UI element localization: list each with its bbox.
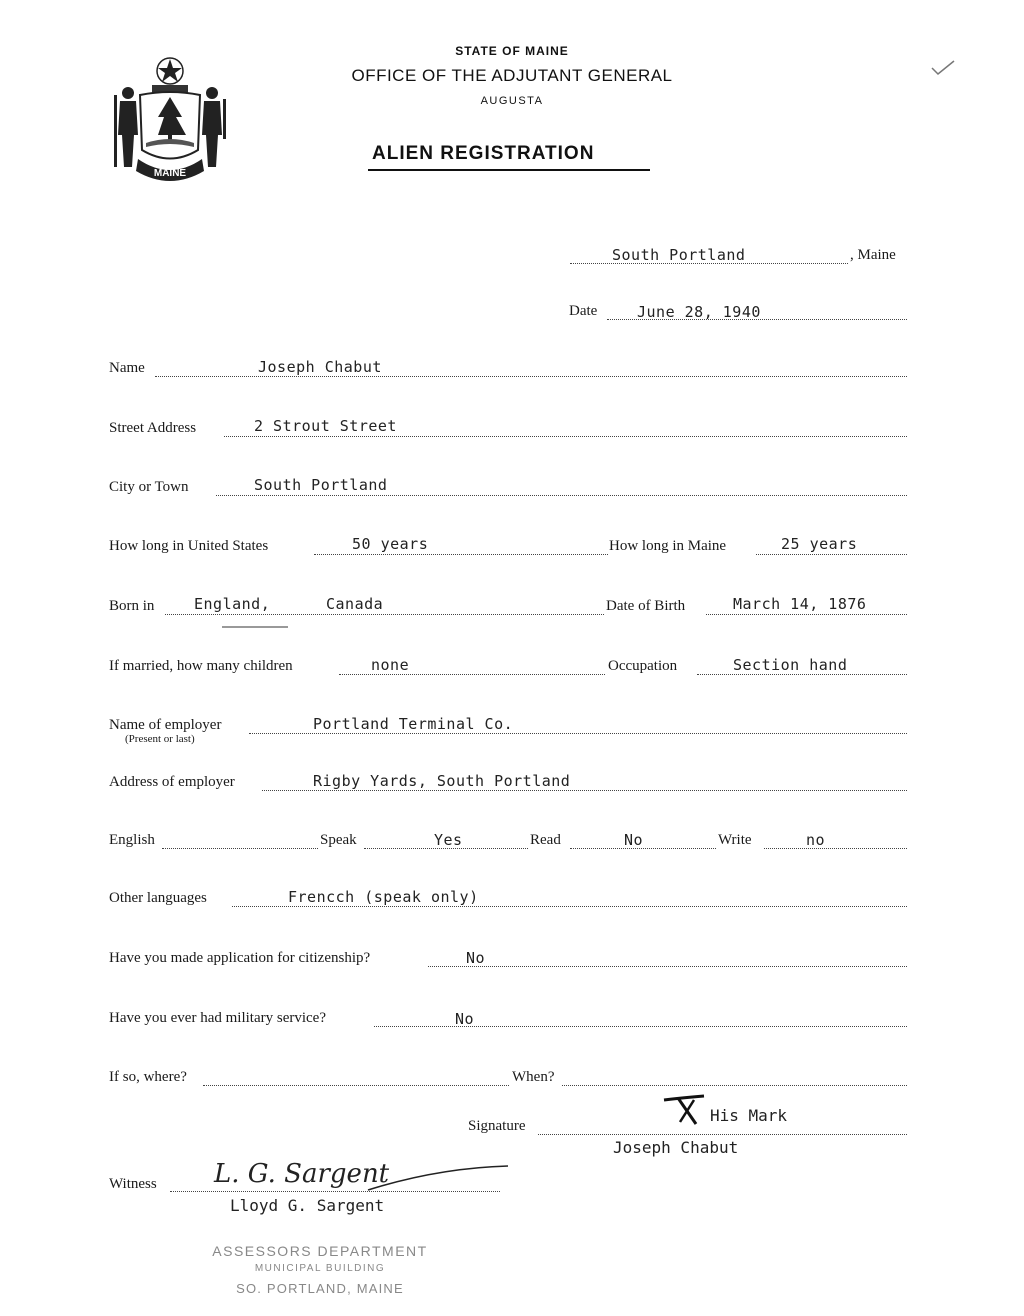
employer-address-value: Rigby Yards, South Portland xyxy=(313,772,571,790)
city-label: City or Town xyxy=(109,479,189,495)
where-label: If so, where? xyxy=(109,1069,187,1085)
employer-value: Portland Terminal Co. xyxy=(313,715,514,733)
occupation-value: Section hand xyxy=(733,656,848,674)
other-languages-line xyxy=(232,906,907,907)
employer-label: Name of employer xyxy=(109,717,222,733)
children-value: none xyxy=(371,656,410,674)
stamp-line-1: ASSESSORS DEPARTMENT xyxy=(212,1243,428,1259)
header-office: OFFICE OF THE ADJUTANT GENERAL xyxy=(351,66,673,85)
signature-line xyxy=(538,1134,907,1135)
citizenship-label: Have you made application for citizenship? xyxy=(109,950,371,966)
military-label: Have you ever had military service? xyxy=(109,1010,326,1026)
name-label: Name xyxy=(109,360,145,376)
where-line xyxy=(203,1085,509,1086)
english-line xyxy=(162,848,318,849)
born-line xyxy=(165,614,604,615)
read-label: Read xyxy=(530,832,561,848)
signature-mark-text: His Mark xyxy=(710,1106,788,1125)
svg-text:MAINE: MAINE xyxy=(153,168,187,179)
place-value: South Portland xyxy=(612,246,746,264)
occupation-line xyxy=(697,674,907,675)
military-value: No xyxy=(455,1010,475,1028)
english-label: English xyxy=(109,832,155,848)
stamp-line-2: MUNICIPAL BUILDING xyxy=(254,1263,386,1274)
witness-name: Lloyd G. Sargent xyxy=(230,1196,385,1215)
born-value-2: Canada xyxy=(326,595,384,613)
maine-duration-line xyxy=(756,554,907,555)
born-label: Born in xyxy=(109,598,155,614)
city-value: South Portland xyxy=(254,476,388,494)
street-label: Street Address xyxy=(109,420,197,436)
dob-line xyxy=(706,614,907,615)
date-value: June 28, 1940 xyxy=(637,303,761,321)
witness-label: Witness xyxy=(109,1176,157,1192)
form-title: ALIEN REGISTRATION xyxy=(372,143,595,164)
children-line xyxy=(339,674,605,675)
occupation-label: Occupation xyxy=(608,658,678,674)
dob-label: Date of Birth xyxy=(606,598,686,614)
write-line xyxy=(764,848,907,849)
write-label: Write xyxy=(718,832,752,848)
other-languages-label: Other languages xyxy=(109,890,207,906)
dob-value: March 14, 1876 xyxy=(733,595,867,613)
city-line xyxy=(216,495,907,496)
speak-value: Yes xyxy=(434,831,463,849)
military-line xyxy=(374,1026,907,1027)
speak-label: Speak xyxy=(320,832,357,848)
employer-sublabel: (Present or last) xyxy=(125,733,195,745)
header-city: AUGUSTA xyxy=(480,95,544,107)
x-mark-icon xyxy=(660,1094,708,1128)
us-duration-label: How long in United States xyxy=(109,538,269,554)
strike-line xyxy=(222,626,288,628)
write-value: no xyxy=(806,831,826,849)
witness-signature-image xyxy=(208,1150,513,1198)
employer-line xyxy=(249,733,907,734)
title-underline xyxy=(368,169,650,171)
place-suffix: , Maine xyxy=(850,247,896,263)
maine-duration-label: How long in Maine xyxy=(609,538,727,554)
citizenship-line xyxy=(428,966,907,967)
citizenship-value: No xyxy=(466,949,486,967)
children-label: If married, how many children xyxy=(109,658,293,674)
when-label: When? xyxy=(512,1069,555,1085)
name-line xyxy=(155,376,907,377)
us-duration-value: 50 years xyxy=(352,535,429,553)
employer-address-label: Address of employer xyxy=(109,774,235,790)
born-value-1: England, xyxy=(194,595,271,613)
us-duration-line xyxy=(314,554,608,555)
employer-address-line xyxy=(262,790,907,791)
read-value: No xyxy=(624,831,644,849)
signature-label: Signature xyxy=(468,1118,526,1134)
street-line xyxy=(224,436,907,437)
street-value: 2 Strout Street xyxy=(254,417,397,435)
header-state: STATE OF MAINE xyxy=(455,44,569,58)
stamp-line-3: SO. PORTLAND, MAINE xyxy=(236,1281,404,1296)
svg-text:L. G. Sargent: L. G. Sargent xyxy=(214,1159,390,1189)
when-line xyxy=(562,1085,907,1086)
maine-duration-value: 25 years xyxy=(781,535,858,553)
date-label: Date xyxy=(569,303,598,319)
other-languages-value: Frencch (speak only) xyxy=(288,888,479,906)
name-value: Joseph Chabut xyxy=(258,358,382,376)
signature-name: Joseph Chabut xyxy=(613,1138,739,1157)
